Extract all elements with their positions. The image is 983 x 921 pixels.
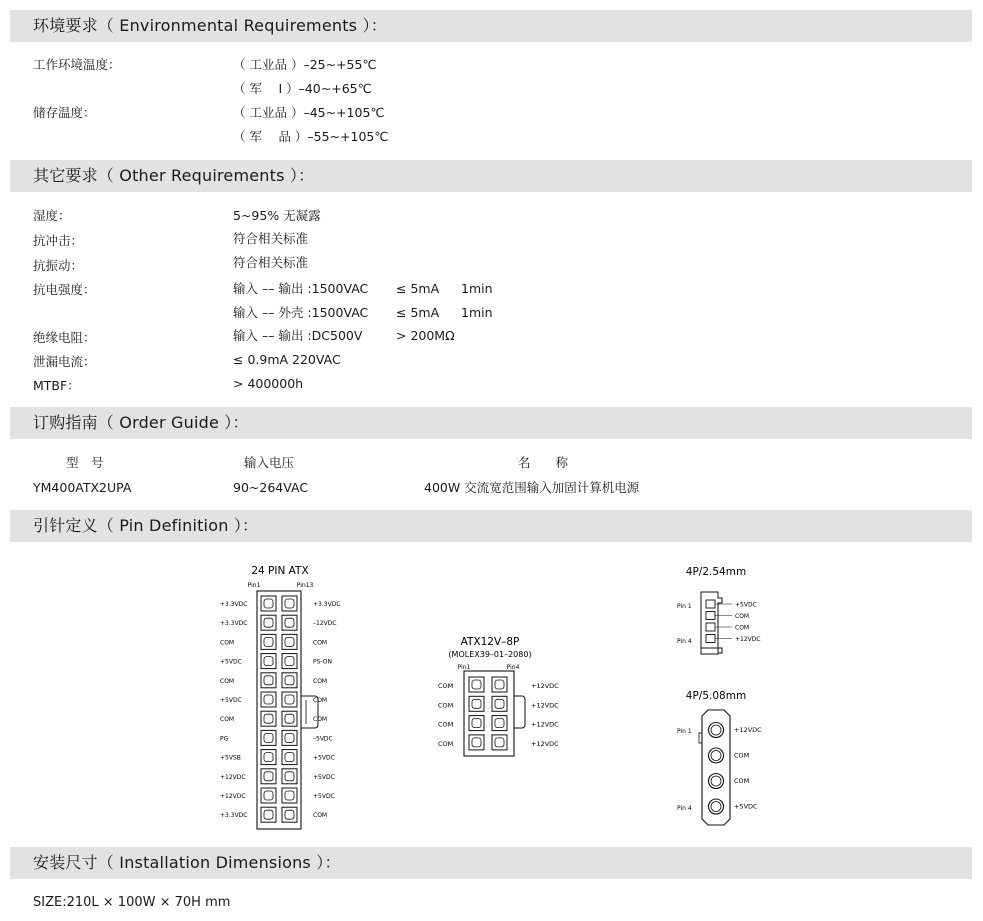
atx24-pin-cell (282, 769, 297, 784)
atx24-title: 24 PIN ATX (251, 565, 309, 577)
p508-label: COM (734, 751, 750, 760)
order-product-name: 400W 交流宽范围输入加固计算机电源 (424, 480, 640, 495)
pin-definition-diagrams (0, 550, 983, 840)
p254-pin4: Pin 4 (677, 638, 692, 645)
p254-title: 4P/2.54mm (685, 566, 747, 578)
p254-pin-cell (706, 623, 732, 631)
order-header-model: 型 号 (66, 455, 104, 470)
atx8-pin1: Pin1 (457, 664, 471, 671)
atx24-pin-cell (261, 634, 276, 649)
p508-body (702, 710, 730, 825)
atx24-pin-cell (261, 711, 276, 726)
order-header-name: 名 称 (518, 455, 569, 470)
atx24-pin-cell (282, 615, 297, 630)
atx8-label-left: COM (438, 701, 454, 710)
atx8-latch (514, 696, 525, 728)
atx24-pin-cell (282, 673, 297, 688)
dielectric-input-output: 输入 –– 输出 :1500VAC ≤ 5mA 1min (233, 281, 493, 296)
vibration-value: 符合相关标准 (233, 255, 309, 270)
atx24-pin-cell (282, 654, 297, 669)
atx8-pin-cell (492, 735, 507, 750)
atx24-label-right: +3.3VDC (313, 601, 341, 608)
atx8-label-left: COM (438, 720, 454, 729)
order-voltage: 90~264VAC (233, 480, 309, 495)
p254-label: COM (735, 613, 750, 620)
atx24-pin-cell (261, 750, 276, 765)
atx24-pin-cell (282, 634, 297, 649)
section-header-other: 其它要求（ Other Requirements ）： (10, 160, 972, 192)
p508-pin4: Pin 4 (677, 805, 692, 812)
mtbf-value: > 400000h (233, 376, 304, 391)
atx24-label-right: –5VDC (313, 735, 333, 743)
p508-pin-cell (709, 799, 724, 814)
atx8-pin-cell (492, 677, 507, 692)
atx24-label-left: +3.3VDC (220, 812, 248, 820)
p254-body (701, 592, 722, 653)
atx24-pin-cell (261, 673, 276, 688)
atx24-label-left: +5VDC (220, 697, 242, 704)
p508-pin-cell (709, 748, 724, 763)
storage-temp-industrial: （ 工业品 ）–45~+105℃ (233, 105, 385, 120)
atx24-pin-cell (282, 730, 297, 745)
order-header-voltage: 输入电压 (244, 455, 295, 470)
atx24-label-right: –12VDC (313, 620, 337, 628)
atx8-title: ATX12V–8P (460, 636, 520, 648)
atx24-pin-cell (282, 596, 297, 611)
atx24-label-left: +3.3VDC (220, 601, 248, 608)
atx24-label-left: COM (220, 677, 235, 685)
section-header-install: 安装尺寸（ Installation Dimensions ）： (10, 847, 972, 879)
atx24-label-left: +12VDC (220, 793, 246, 800)
storage-temp-label: 储存温度： (33, 105, 96, 120)
atx8-subtitle: (MOLEX39–01–2080) (448, 650, 532, 659)
atx24-pin-cell (282, 711, 297, 726)
atx24-pin-cell (282, 807, 297, 822)
dielectric-label: 抗电强度： (33, 282, 96, 297)
atx24-pin-cell (261, 730, 276, 745)
shock-value: 符合相关标准 (233, 231, 309, 246)
p508-pin-cell (709, 723, 724, 738)
atx8-pin-cell (469, 716, 484, 731)
p508-connector (677, 690, 762, 825)
atx24-connector (220, 565, 340, 829)
vibration-label: 抗振动： (33, 258, 84, 273)
atx8-label-right: +12VDC (531, 682, 559, 690)
p508-pin-cell (709, 774, 724, 789)
atx24-pin-cell (282, 788, 297, 803)
atx24-label-right: +5VDC (313, 793, 335, 800)
storage-temp-military: （ 军 品 ）–55~+105℃ (233, 129, 389, 144)
atx8-pin-cell (492, 716, 507, 731)
humidity-value: 5~95% 无凝露 (233, 208, 321, 223)
install-size: SIZE:210L × 100W × 70H mm (33, 895, 231, 910)
atx24-label-left: COM (220, 716, 235, 724)
atx24-pin-cell (261, 769, 276, 784)
p254-pin1: Pin 1 (677, 603, 692, 610)
atx24-label-left: +3.3VDC (220, 620, 248, 628)
atx24-pin-cell (261, 654, 276, 669)
atx8-label-right: +12VDC (531, 720, 559, 729)
operating-temp-industrial: （ 工业品 ）–25~+55℃ (233, 57, 377, 72)
atx24-label-right: +5VDC (313, 754, 335, 762)
humidity-label: 湿度： (33, 208, 71, 223)
atx24-label-right: +5VDC (313, 773, 335, 781)
atx24-label-right: COM (313, 697, 328, 704)
atx24-label-left: PG (220, 735, 229, 743)
p254-pin-cell (706, 600, 732, 608)
atx24-label-left: COM (220, 639, 235, 647)
section-header-pin: 引针定义（ Pin Definition ）： (10, 510, 972, 542)
p508-title: 4P/5.08mm (685, 690, 747, 702)
atx24-label-right: PS-ON (313, 658, 332, 666)
atx24-label-right: COM (313, 716, 328, 724)
leakage-label: 泄漏电流： (33, 354, 96, 369)
p508-label: +5VDC (734, 802, 758, 811)
atx8-label-right: +12VDC (531, 739, 559, 748)
mtbf-label: MTBF： (33, 378, 80, 393)
atx24-pin-cell (261, 615, 276, 630)
atx24-label-left: +5VSB (220, 754, 241, 762)
insulation-label: 绝缘电阻： (33, 330, 96, 345)
p508-label: +12VDC (734, 726, 762, 734)
atx8-label-right: +12VDC (531, 701, 559, 710)
atx24-pin13: Pin13 (296, 582, 314, 589)
atx24-label-left: +12VDC (220, 773, 246, 781)
atx24-pin-cell (261, 596, 276, 611)
section-header-order: 订购指南（ Order Guide ）： (10, 407, 972, 439)
atx24-pin1: Pin1 (247, 582, 261, 589)
atx24-label-right: COM (313, 639, 328, 647)
shock-label: 抗冲击： (33, 233, 84, 248)
section-header-environment: 环境要求（ Environmental Requirements ）： (10, 10, 972, 42)
p254-pin-cell (706, 635, 732, 643)
p254-label: +5VDC (735, 601, 757, 609)
insulation-value: 输入 –– 输出 :DC500V > 200MΩ (233, 328, 455, 343)
operating-temp-military: （ 军 Ⅰ ）–40~+65℃ (233, 81, 372, 96)
p254-label: COM (735, 624, 750, 632)
atx24-pin-cell (261, 692, 276, 707)
atx8-pin-cell (469, 696, 484, 711)
atx24-label-left: +5VDC (220, 658, 242, 666)
p508-label: COM (734, 777, 750, 785)
atx8-label-left: COM (438, 739, 454, 748)
operating-temp-label: 工作环境温度： (33, 57, 121, 72)
dielectric-input-case: 输入 –– 外壳 :1500VAC ≤ 5mA 1min (233, 305, 493, 320)
atx24-body (257, 591, 301, 829)
atx12v-8p-connector (438, 636, 559, 756)
atx24-pin-cell (282, 750, 297, 765)
atx8-pin-cell (469, 735, 484, 750)
p254-pin-cell (706, 612, 732, 620)
p254-label: +12VDC (735, 636, 761, 643)
atx24-pin-cell (282, 692, 297, 707)
leakage-value: ≤ 0.9mA 220VAC (233, 352, 341, 367)
atx24-label-right: COM (313, 812, 328, 820)
atx8-pin-cell (492, 696, 507, 711)
order-model: YM400ATX2UPA (33, 480, 132, 495)
atx24-pin-cell (261, 788, 276, 803)
atx8-pin4: Pin4 (506, 664, 520, 671)
atx8-pin-cell (469, 677, 484, 692)
p508-pin1: Pin 1 (677, 728, 692, 735)
atx24-label-right: COM (313, 677, 328, 685)
atx24-pin-cell (261, 807, 276, 822)
atx8-label-left: COM (438, 682, 454, 690)
p254-connector (677, 566, 761, 654)
